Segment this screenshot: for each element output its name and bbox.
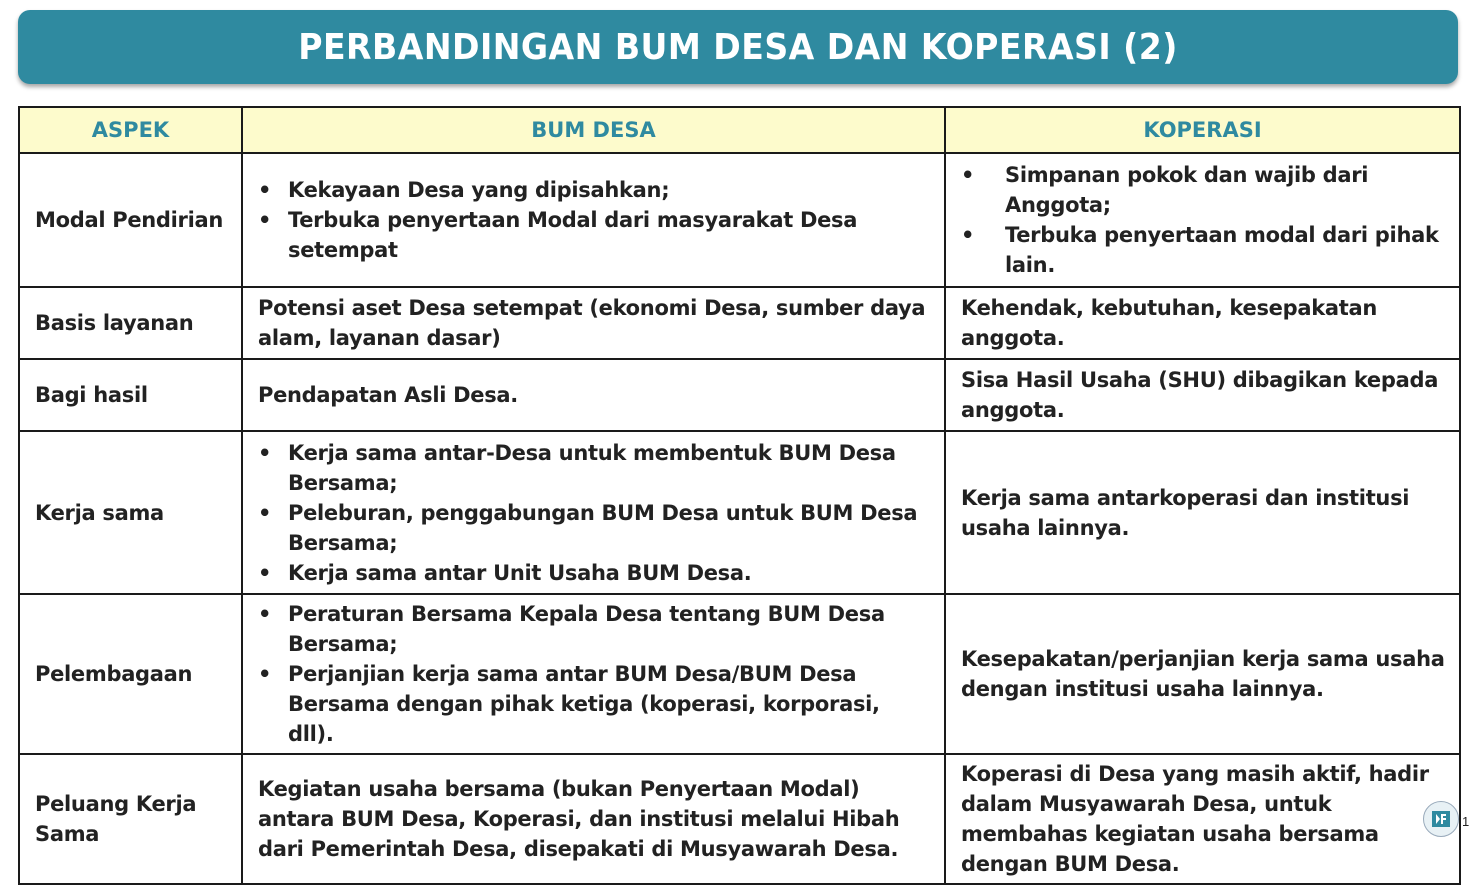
koperasi-cell: Kehendak, kebutuhan, kesepakatan anggota.	[945, 287, 1460, 359]
koperasi-cell: Koperasi di Desa yang masih aktif, hadir dalam Musyawarah Desa, untuk membahas kegiatan usaha bersama dengan BUM Desa.	[945, 754, 1460, 884]
aspek-cell: Pelembagaan	[19, 594, 242, 754]
table-row	[19, 754, 1460, 884]
koperasi-cell: Kerja sama antarkoperasi dan institusi usaha lainnya.	[945, 431, 1460, 594]
list-item: • Terbuka penyertaan modal dari pihak lain.	[961, 220, 1447, 280]
koperasi-cell	[945, 153, 1460, 287]
list-item: • Peleburan, penggabungan BUM Desa untuk BUM Desa Bersama;	[258, 498, 932, 558]
bum-desa-cell: Potensi aset Desa setempat (ekonomi Desa, sumber daya alam, layanan dasar)	[242, 287, 945, 359]
bum-desa-cell	[242, 431, 945, 594]
table-row	[19, 153, 1460, 287]
list-item: • Simpanan pokok dan wajib dari Anggota;	[961, 160, 1447, 220]
table-header-row	[19, 107, 1460, 153]
koperasi-cell: Sisa Hasil Usaha (SHU) dibagikan kepada anggota.	[945, 359, 1460, 431]
list-item: • Peraturan Bersama Kepala Desa tentang BUM Desa Bersama;	[258, 599, 932, 659]
aspek-cell: Kerja sama	[19, 431, 242, 594]
page-number: 1	[1462, 814, 1470, 829]
bum-desa-cell	[242, 594, 945, 754]
table-row	[19, 359, 1460, 431]
aspek-cell: Basis layanan	[19, 287, 242, 359]
page-title: PERBANDINGAN BUM DESA DAN KOPERASI (2)	[298, 26, 1178, 68]
bum-desa-cell: Pendapatan Asli Desa.	[242, 359, 945, 431]
list-item: • Kerja sama antar Unit Usaha BUM Desa.	[258, 558, 932, 588]
table-row	[19, 287, 1460, 359]
bum-desa-cell: Kegiatan usaha bersama (bukan Penyertaan Modal) antara BUM Desa, Koperasi, dan institusi melalui Hibah dari Pemerintah Desa, disepakati di Musyawarah Desa.	[242, 754, 945, 884]
header-aspek: ASPEK	[19, 107, 242, 153]
table-row	[19, 594, 1460, 754]
koperasi-cell: Kesepakatan/perjanjian kerja sama usaha dengan institusi usaha lainnya.	[945, 594, 1460, 754]
list-item: • Terbuka penyertaan Modal dari masyarakat Desa setempat	[258, 205, 932, 265]
aspek-cell: Modal Pendirian	[19, 153, 242, 287]
list-item: • Kekayaan Desa yang dipisahkan;	[258, 175, 932, 205]
table-row	[19, 431, 1460, 594]
aspek-cell: Peluang Kerja Sama	[19, 754, 242, 884]
aspek-cell: Bagi hasil	[19, 359, 242, 431]
logo-icon	[1423, 801, 1459, 837]
header-bum-desa: BUM DESA	[242, 107, 945, 153]
list-item: • Kerja sama antar-Desa untuk membentuk BUM Desa Bersama;	[258, 438, 932, 498]
comparison-table	[18, 106, 1461, 885]
bum-desa-cell	[242, 153, 945, 287]
header-koperasi: KOPERASI	[945, 107, 1460, 153]
title-banner	[18, 10, 1458, 84]
list-item: • Perjanjian kerja sama antar BUM Desa/BUM Desa Bersama dengan pihak ketiga (koperasi, korporasi, dll).	[258, 659, 932, 749]
